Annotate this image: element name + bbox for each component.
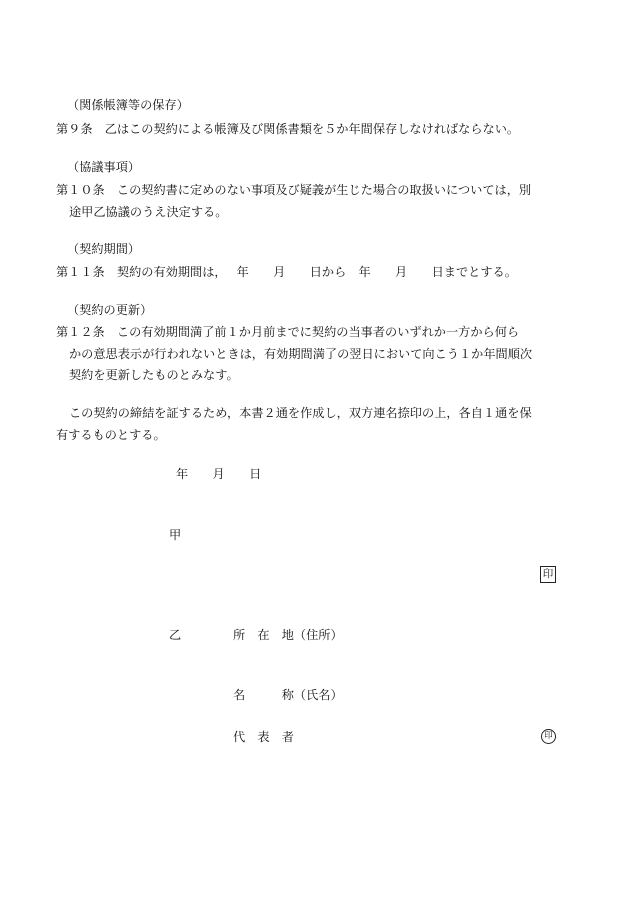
party-b-seal: 印: [541, 729, 556, 744]
party-a-label: 甲: [169, 528, 182, 542]
article-12-text-cont-2: 契約を更新したものとみなす。: [69, 368, 239, 382]
signing-date: 年 月 日: [176, 467, 262, 481]
closing-text-2: 有するものとする。: [56, 428, 166, 442]
article-11-text: 第１１条 契約の有効期間は， 年 月 日から 年 月 日までとする。: [56, 265, 517, 279]
article-10-text-cont: 途甲乙協議のうえ決定する。: [69, 205, 228, 219]
party-a-seal: 印: [540, 566, 556, 583]
party-b-label: 乙: [169, 628, 182, 642]
article-10-heading: （協議事項）: [67, 160, 141, 174]
article-11-heading: （契約期間）: [67, 242, 141, 256]
article-12-text-cont-1: かの意思表示が行われないときは，有効期間満了の翌日において向こう１か年間順次: [69, 347, 533, 361]
party-b-name-label: 名 称（氏名）: [233, 688, 343, 702]
article-10-text: 第１０条 この契約書に定めのない事項及び疑義が生じた場合の取扱いについては，別: [56, 183, 532, 197]
article-9-text: 第９条 乙はこの契約による帳簿及び関係書類を５か年間保存しなければならない。: [56, 122, 520, 136]
party-b-representative-label: 代 表 者: [233, 730, 294, 744]
article-12-heading: （契約の更新）: [67, 303, 153, 317]
article-9-heading: （関係帳簿等の保存）: [67, 98, 189, 112]
closing-text-1: この契約の締結を証するため，本書２通を作成し，双方連名捺印の上，各自１通を保: [69, 406, 532, 420]
party-b-address-label: 所 在 地（住所）: [233, 628, 343, 642]
article-12-text: 第１２条 この有効期間満了前１か月前までに契約の当事者のいずれか一方から何ら: [56, 325, 520, 339]
